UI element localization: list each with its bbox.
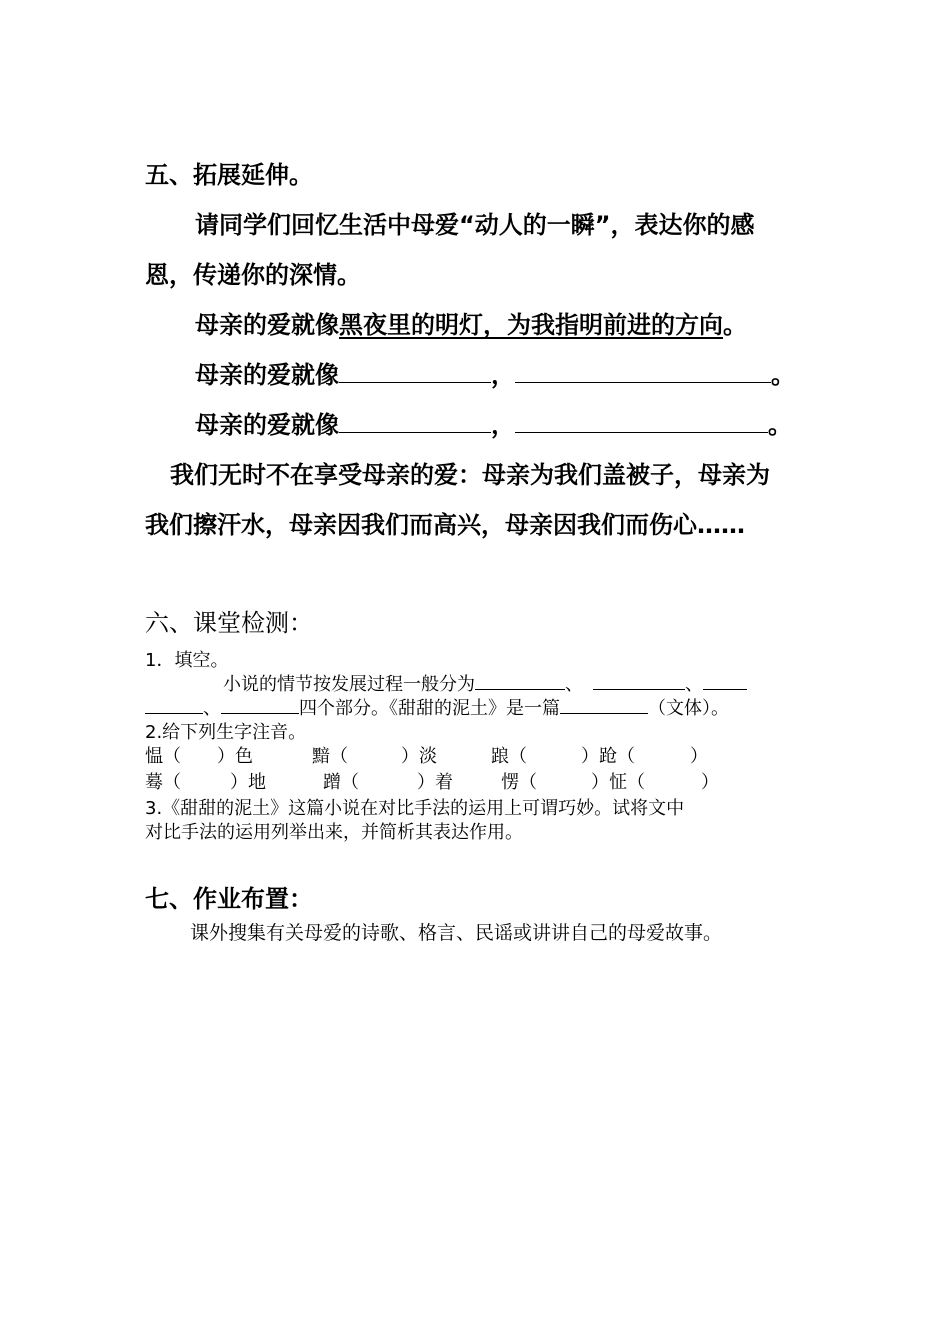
fill-sentence-2 xyxy=(195,410,792,440)
example-underlined: 黑夜里的明灯，为我指明前进的方向 xyxy=(339,311,723,339)
q2-r2-c3: 蹭（ xyxy=(323,772,359,793)
fill2-blank-b[interactable] xyxy=(515,410,768,433)
fill2-end: 。 xyxy=(768,411,792,439)
section-6-heading: 六、课堂检测： xyxy=(145,609,313,637)
q1-line2-end: （文体）。 xyxy=(648,698,729,719)
q1-line2-sep: 、 xyxy=(203,698,221,719)
q2-r1-c1: 愠（ xyxy=(145,746,181,767)
q1-line1 xyxy=(223,673,747,697)
q2-title: 2.给下列生字注音。 xyxy=(145,722,307,743)
q2-r1-c5: 踉（ xyxy=(491,746,527,767)
q2-r1-c7: ） xyxy=(690,746,708,767)
homework-text: 课外搜集有关母爱的诗歌、格言、民谣或讲讲自己的母爱故事。 xyxy=(190,922,723,944)
q1-blank-4[interactable] xyxy=(221,697,299,714)
q1-blank-2[interactable] xyxy=(593,673,685,690)
paragraph-line2: 我们擦汗水，母亲因我们而高兴，母亲因我们而伤心…… xyxy=(145,511,745,539)
q1-line1-text: 小说的情节按发展过程一般分为 xyxy=(223,674,475,695)
q1-sep2: 、 xyxy=(685,674,703,695)
fill1-blank-a[interactable] xyxy=(339,360,491,383)
section-5-intro-line2: 恩，传递你的深情。 xyxy=(145,261,361,289)
fill1-prefix: 母亲的爱就像 xyxy=(195,361,339,389)
q2-r2-c5: 愣（ xyxy=(501,772,537,793)
fill1-end: 。 xyxy=(771,361,795,389)
fill-sentence-1 xyxy=(195,360,795,390)
fill2-comma: ， xyxy=(491,411,515,439)
q2-r2-c4: ）着 xyxy=(417,772,453,793)
fill2-prefix: 母亲的爱就像 xyxy=(195,411,339,439)
q2-r1-c4: ）淡 xyxy=(401,746,437,767)
section-5-heading: 五、拓展延伸。 xyxy=(145,161,313,189)
example-sentence xyxy=(195,310,747,340)
q2-r1-c3: 黯（ xyxy=(312,746,348,767)
fill1-blank-b[interactable] xyxy=(515,360,771,383)
q1-blank-3a[interactable] xyxy=(703,673,747,690)
q1-title: 1．填空。 xyxy=(145,650,229,671)
fill1-comma: ， xyxy=(491,361,515,389)
q3-line2: 对比手法的运用列举出来，并简析其表达作用。 xyxy=(145,822,523,843)
q2-r2-c7: ） xyxy=(701,772,719,793)
fill2-blank-a[interactable] xyxy=(339,410,491,433)
example-prefix: 母亲的爱就像 xyxy=(195,311,339,339)
paragraph-line1: 我们无时不在享受母亲的爱：母亲为我们盖被子，母亲为 xyxy=(170,461,770,489)
q2-r2-c6: ）怔（ xyxy=(591,772,645,793)
q2-r2-c2: ）地 xyxy=(230,772,266,793)
q1-blank-5[interactable] xyxy=(560,697,648,714)
q2-r2-c1: 蓦（ xyxy=(145,772,181,793)
q1-blank-3b[interactable] xyxy=(145,697,203,714)
q1-blank-1[interactable] xyxy=(475,673,565,690)
q1-sep1: 、 xyxy=(565,674,583,695)
q2-r1-c2: ）色 xyxy=(217,746,253,767)
q1-line2-mid: 四个部分。《甜甜的泥土》是一篇 xyxy=(299,698,560,719)
q2-row-2 xyxy=(145,771,845,795)
example-end: 。 xyxy=(723,311,747,339)
q1-line2 xyxy=(145,697,729,721)
q3-line1: 3.《甜甜的泥土》这篇小说在对比手法的运用上可谓巧妙。试将文中 xyxy=(145,798,685,819)
section-7-heading: 七、作业布置： xyxy=(145,885,313,913)
q2-r1-c6: ）跄（ xyxy=(581,746,635,767)
q2-row-1 xyxy=(145,745,845,769)
section-5-intro-line1: 请同学们回忆生活中母爱“动人的一瞬”，表达你的感 xyxy=(195,211,755,239)
